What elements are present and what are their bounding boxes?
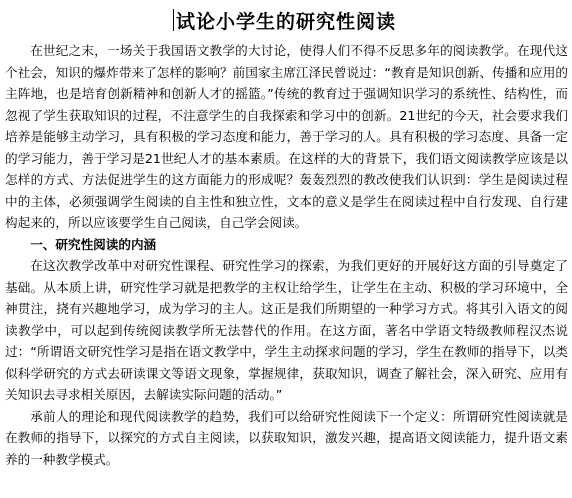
paragraph-section-2[interactable]: 承前人的理论和现代阅读教学的趋势，我们可以给研究性阅读下一个定义：所谓研究性阅读就是在教师的指导下，以探究的方式自主阅读，以获取知识，激发兴趣，提高语文阅读能力，提升语文素养的一种教学模式。 xyxy=(5,408,568,467)
document-title[interactable]: 试论小学生的研究性阅读 xyxy=(176,10,397,33)
document-body[interactable] xyxy=(5,40,568,470)
paragraph-intro[interactable]: 在世纪之末，一场关于我国语文教学的大讨论，使得人们不得不反思多年的阅读教学。在现代这个社会，知识的爆炸带来了怎样的影响？前国家主席江泽民曾说过：“教育是知识创新、传播和应用的主阵地，也是培育创新精神和创新人才的摇篮。”传统的教育过于强调知识学习的系统性、结构性，而忽视了学生获取知识的过程，不注意学生的自我探索和学习中的创新。21世纪的今天，社会要求我们培养是能够主动学习，具有积极的学习态度和能力，善于学习的人。具有积极的学习态度、具备一定的学习能力，善于学习是21世纪人才的基本素质。在这样的大的背景下，我们语文阅读教学应该是以怎样的方式、方法促进学生的这方面能力的形成呢？轰轰烈烈的教改使我们认识到：学生是阅读过程中的主体，必须强调学生阅读的自主性和独立性，文本的意义是学生在阅读过程中自行发现、自行建构起来的，所以应该要学生自己阅读，自己学会阅读。 xyxy=(5,43,568,230)
text-cursor xyxy=(173,9,174,31)
section-heading[interactable]: 一、研究性阅读的内涵 xyxy=(30,236,157,252)
paragraph-section-1[interactable]: 在这次教学改革中对研究性课程、研究性学习的探索，为我们更好的开展好这方面的引导奠定了基础。从本质上讲，研究性学习就是把教学的主权让给学生，让学生在主动、积极的学习环境中，全神贯注，挠有兴趣地学习，成为学习的主人。这正是我们所期望的一种学习方式。将其引入语文的阅读教学中，可以起到传统阅读教学所无法替代的作用。在这方面，著名中学语文特级教师程汉杰说过：“所谓语文研究性学习是指在语文教学中，学生主动探求问题的学习，学生在教师的指导下，以类似科学研究的方式去研读课文等语文现象，掌握规律，获取知识，调查了解社会，深入研究、应用有关知识去寻求相关原因，去解读实际问题的活动。” xyxy=(5,258,568,402)
title-row xyxy=(5,0,568,40)
